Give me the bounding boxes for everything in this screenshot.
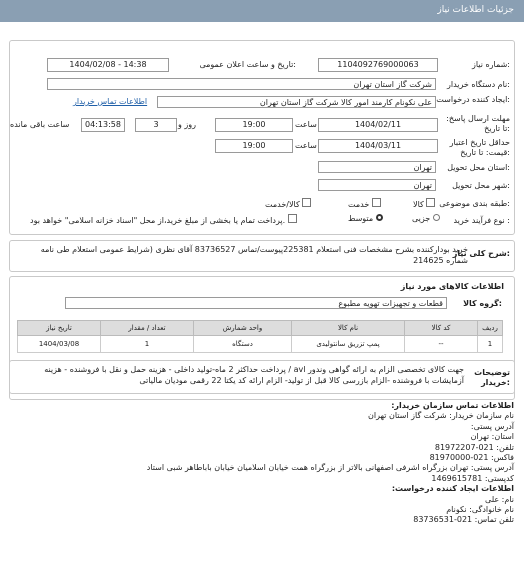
contact-line: آدرس پستی:	[470, 421, 514, 431]
contact-line: تلفن تماس: 021-83736531	[413, 515, 514, 525]
buyer-label: نام دستگاه خریدار:	[446, 80, 510, 89]
purchase-type-label: نوع فرآیند خرید :	[453, 216, 510, 225]
goods-group-field[interactable]: قطعات و تجهیزات تهویه مطبوع	[65, 297, 447, 309]
reply-time-field[interactable]: 19:00	[215, 118, 293, 132]
buyer-contact-link[interactable]: اطلاعات تماس خریدار	[73, 97, 148, 106]
category-service-checkbox[interactable]	[372, 198, 381, 207]
remaining-time-field[interactable]: 04:13:58	[81, 118, 125, 132]
goods-table	[17, 320, 503, 353]
validity-label: حداقل تاریخ اعتبار قیمت: تا تاریخ:	[449, 138, 510, 157]
purchase-medium-radio[interactable]	[376, 214, 383, 221]
goods-table-header	[18, 321, 503, 336]
purchase-minor-radio[interactable]	[433, 214, 440, 221]
delivery-province-label: استان محل تحویل:	[447, 163, 510, 172]
contact-line: آدرس پستی: تهران بزرگراه اشرفی اصفهانی بالاتر از بزرگراه همت خیابان اسلامیان خیابان باباطاهر شبی استاد	[146, 463, 514, 473]
col-unit: واحد شمارش	[194, 321, 292, 336]
category-label: طبقه بندی موضوعی:	[439, 199, 510, 208]
delivery-province-field[interactable]: تهران	[318, 161, 436, 173]
days-remaining-field[interactable]: 3	[135, 118, 177, 132]
contact-line: تلفن: 021-81972207	[434, 442, 514, 452]
category-both-label: کالا/خدمت	[265, 200, 300, 209]
table-row[interactable]	[18, 336, 503, 353]
cell-qty: 1	[101, 336, 194, 353]
need-number-label: شماره نیاز:	[471, 60, 510, 69]
treasury-option[interactable]	[30, 214, 297, 225]
category-service-option[interactable]	[348, 198, 381, 209]
reply-date-field[interactable]: 1404/02/11	[318, 118, 438, 132]
purchase-medium-label: متوسط	[348, 214, 374, 223]
validity-time-field[interactable]: 19:00	[215, 139, 293, 153]
goods-group-label: گروه کالا:	[463, 299, 502, 308]
contact-line: استان: تهران	[470, 432, 514, 442]
contact-info	[14, 401, 514, 526]
contact-line: نام سازمان خریدار: شرکت گاز استان تهران	[367, 411, 514, 421]
validity-time-label: ساعت	[295, 141, 317, 150]
page-header	[0, 0, 524, 22]
cell-name: پمپ تزریق سانتولیدی	[292, 336, 405, 353]
contact-line: نام خانوادگی: نکونام	[446, 505, 514, 515]
contact-title: اطلاعات تماس سازمان خریدار:	[391, 401, 514, 410]
purchase-minor-label: جزیی	[412, 214, 431, 223]
cell-date: 1404/03/08	[18, 336, 101, 353]
announce-date-label: تاریخ و ساعت اعلان عمومی:	[199, 60, 296, 69]
col-qty: تعداد / مقدار	[101, 321, 194, 336]
col-date: تاریخ نیاز	[18, 321, 101, 336]
category-service-label: خدمت	[348, 200, 370, 209]
category-both-option[interactable]	[265, 198, 311, 209]
category-goods-option[interactable]	[413, 198, 435, 209]
contact-line: نام: علی	[485, 494, 514, 504]
cell-code: --	[405, 336, 478, 353]
contact-line: کدپستی: 1469615781	[431, 473, 514, 483]
col-code: کد کالا	[405, 321, 478, 336]
buyer-field[interactable]: شرکت گاز استان تهران	[47, 78, 436, 90]
days-label: روز و	[178, 120, 196, 129]
treasury-note: پرداخت تمام یا بخشی از مبلغ خرید،از محل "اسناد خزانه اسلامی" خواهد بود.	[30, 216, 286, 225]
creator-field[interactable]: علی نکونام کارمند امور کالا شرکت گاز استان تهران	[157, 96, 436, 108]
description-text: خرید بودارکننده بشرح مشخصات فنی استعلام 225381پیوست/تماس 83736527 آقای نظری (شرایط عمومی استعلام طی نامه شماره 214625	[40, 245, 468, 265]
creator-label: ایجاد کننده درخواست:	[436, 95, 510, 104]
col-name: نام کالا	[292, 321, 405, 336]
delivery-city-label: شهر محل تحویل:	[452, 181, 510, 190]
description-label: شرح کلی نیاز:	[452, 249, 510, 258]
category-goods-checkbox[interactable]	[426, 198, 435, 207]
contact-line: فاکس: 021-81970000	[429, 453, 514, 463]
page-title: جزئیات اطلاعات نیاز	[437, 5, 514, 15]
remaining-label: ساعت باقی مانده	[10, 120, 70, 129]
cell-unit: دستگاه	[194, 336, 292, 353]
delivery-city-field[interactable]: تهران	[318, 179, 436, 191]
need-number-field[interactable]: 1104092769000063	[318, 58, 438, 72]
treasury-checkbox[interactable]	[288, 214, 297, 223]
purchase-medium-option[interactable]	[348, 214, 383, 223]
category-goods-label: کالا	[413, 200, 424, 209]
reply-deadline-label: مهلت ارسال پاسخ: تا تاریخ:	[446, 114, 510, 133]
announce-date-field[interactable]: 1404/02/08 - 14:38	[47, 58, 169, 72]
buyer-notes-label: توضیحات خریدار:	[474, 368, 510, 387]
validity-date-field[interactable]: 1404/03/11	[318, 139, 438, 153]
col-row: ردیف	[478, 321, 503, 336]
category-both-checkbox[interactable]	[302, 198, 311, 207]
cell-row: 1	[478, 336, 503, 353]
reply-time-label: ساعت	[295, 120, 317, 129]
contact-line: اطلاعات ایجاد کننده درخواست:	[391, 484, 514, 494]
goods-section-title: اطلاعات کالاهای مورد نیاز	[400, 282, 504, 291]
buyer-notes-text: جهت کالای تخصصی الزام به ارائه گواهی وندور avl / پرداخت حداکثر 2 ماه-تولید داخلی - هزینه حمل و نقل با فروشنده - هزینه آزمایشات با فروشنده -الزام بازرسی کالا قبل از تولید- الزام ارائه کد یکتا 22 رقمی مودیان مالیاتی	[44, 365, 464, 385]
purchase-minor-option[interactable]	[412, 214, 440, 223]
